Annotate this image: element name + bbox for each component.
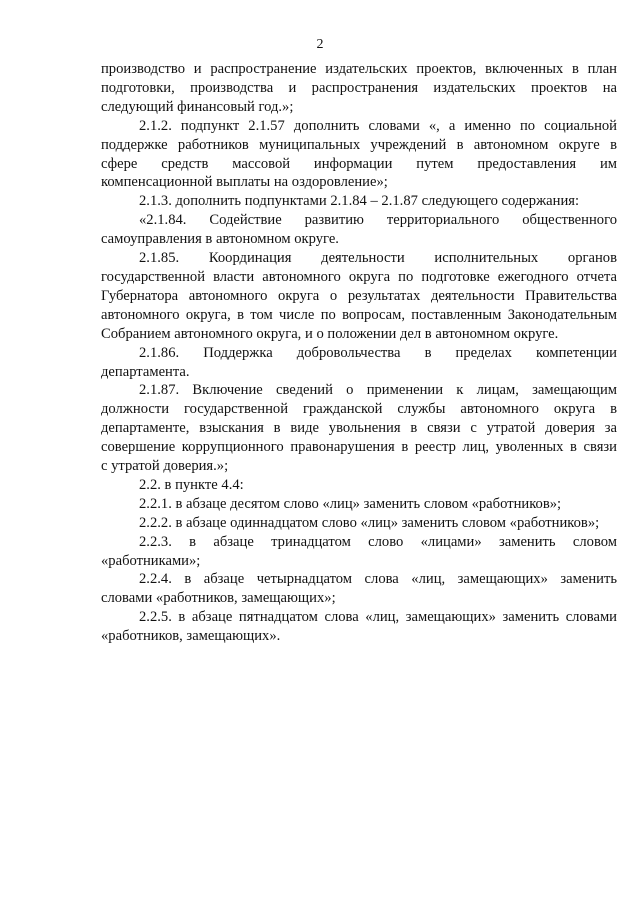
paragraph-2-1-3 bbox=[101, 192, 617, 211]
text-line: «2.1.84. Содействие развитию территориального общественного bbox=[139, 212, 617, 229]
paragraph-publishing-projects bbox=[101, 60, 617, 117]
text-line: 2.2.2. в абзаце одиннадцатом слово «лиц» заменить словом «работников»; bbox=[139, 514, 600, 531]
text-line: 2.1.86. Поддержка добровольчества в пределах компетенции bbox=[139, 344, 617, 361]
text-line: Собранием автономного округа, и о положении дел в автономном округе. bbox=[101, 325, 559, 342]
text-line: департаменте, взыскания в виде увольнения в связи с утратой доверия за bbox=[101, 420, 617, 437]
text-line: 2.1.87. Включение сведений о применении к лицам, замещающим bbox=[139, 382, 617, 399]
text-line: Губернатора автономного округа о результатах деятельности Правительства bbox=[101, 287, 617, 304]
paragraph-2-2-2 bbox=[101, 514, 617, 533]
text-line: поддержке работников муниципальных учреждений в автономном округе в bbox=[101, 136, 617, 153]
page-number: 2 bbox=[316, 37, 324, 52]
text-line: подготовки, производства и распространения издательских проектов на bbox=[101, 79, 617, 96]
text-line: «работников, замещающих». bbox=[101, 628, 281, 645]
text-line: сфере средств массовой информации путем предоставления им bbox=[101, 155, 617, 172]
text-line: государственной власти автономного округа по подготовке ежегодного отчета bbox=[101, 268, 617, 285]
paragraph-2-1-86 bbox=[101, 344, 617, 382]
text-line: 2.2.3. в абзаце тринадцатом слово «лицами» заменить словом bbox=[139, 533, 617, 550]
text-line: производство и распространение издательских проектов, включенных в план bbox=[101, 61, 617, 77]
text-line: словами «работников, замещающих»; bbox=[101, 590, 336, 607]
paragraph-2-2-1 bbox=[101, 495, 617, 514]
text-line: 2.1.85. Координация деятельности исполнительных органов bbox=[139, 250, 617, 267]
text-line: автономного округа, в том числе по вопросам, поставленным Законодательным bbox=[101, 306, 617, 323]
text-line: 2.2.5. в абзаце пятнадцатом слова «лиц, замещающих» заменить словами bbox=[139, 609, 617, 626]
paragraph-2-2-3 bbox=[101, 533, 617, 571]
text-line: 2.2. в пункте 4.4: bbox=[139, 476, 244, 493]
paragraph-2-1-2 bbox=[101, 117, 617, 193]
paragraph-2-1-84 bbox=[101, 211, 617, 249]
paragraph-2-2 bbox=[101, 476, 617, 495]
paragraph-2-1-87 bbox=[101, 381, 617, 476]
paragraph-2-2-5 bbox=[101, 608, 617, 646]
paragraph-2-1-85 bbox=[101, 249, 617, 344]
text-line: самоуправления в автономном округе. bbox=[101, 231, 339, 248]
text-line: 2.1.2. подпункт 2.1.57 дополнить словами «, а именно по социальной bbox=[139, 117, 617, 134]
text-line: следующий финансовый год.»; bbox=[101, 98, 294, 115]
text-line: компенсационной выплаты на оздоровление»; bbox=[101, 174, 388, 191]
text-line: с утратой доверия.»; bbox=[101, 458, 229, 475]
text-line: департамента. bbox=[101, 363, 190, 380]
text-line: «работниками»; bbox=[101, 552, 201, 569]
text-line: 2.1.3. дополнить подпунктами 2.1.84 – 2.1.87 следующего содержания: bbox=[139, 193, 580, 210]
text-line: совершение коррупционного правонарушения в реестр лиц, уволенных в связи bbox=[101, 439, 617, 456]
document-body bbox=[101, 60, 617, 646]
text-line: должности государственной гражданской службы автономного округа в bbox=[101, 401, 617, 418]
paragraph-2-2-4 bbox=[101, 570, 617, 608]
text-line: 2.2.1. в абзаце десятом слово «лиц» заменить словом «работников»; bbox=[139, 495, 562, 512]
text-line: 2.2.4. в абзаце четырнадцатом слова «лиц, замещающих» заменить bbox=[139, 571, 617, 588]
